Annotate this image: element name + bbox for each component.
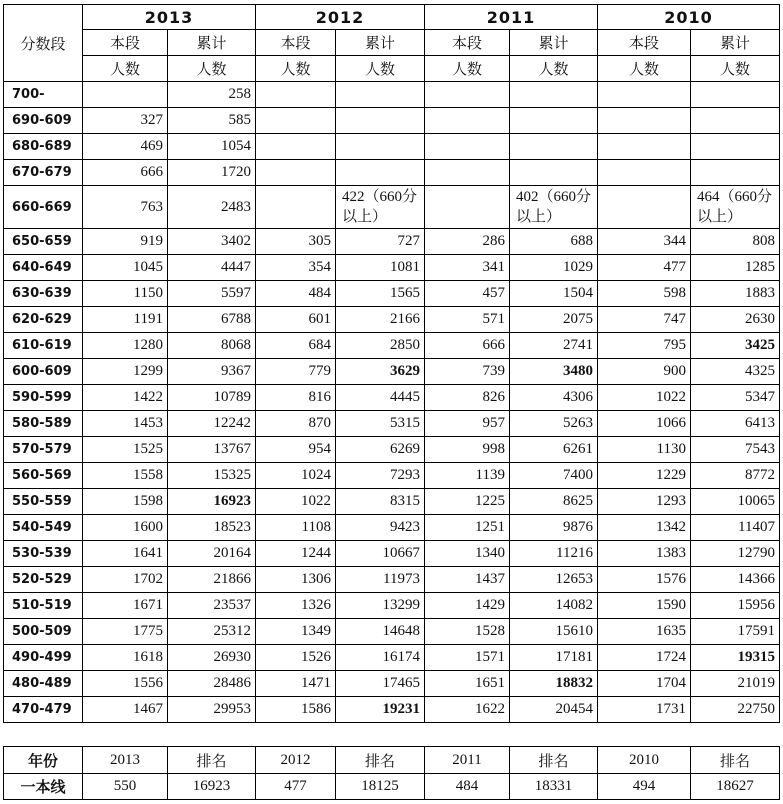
segment-count-cell: 1045 <box>83 255 168 281</box>
footer-header-cell: 排名 <box>510 747 598 774</box>
segment-count-cell: 957 <box>425 411 510 437</box>
cumulative-count-cell: 14082 <box>510 593 598 619</box>
segment-count-cell: 1299 <box>83 359 168 385</box>
cumulative-count-cell: 1565 <box>336 281 425 307</box>
col-cumulative-label: 累计 <box>336 30 425 56</box>
table-row <box>4 645 780 671</box>
cumulative-count-cell: 688 <box>510 229 598 255</box>
score-segment-cell: 570-579 <box>4 437 83 463</box>
cumulative-count-cell: 19231 <box>336 697 425 723</box>
segment-count-cell: 354 <box>256 255 336 281</box>
col-segment-count-label: 本段 <box>83 30 168 56</box>
table-row <box>4 593 780 619</box>
segment-count-cell: 286 <box>425 229 510 255</box>
segment-count-cell: 1326 <box>256 593 336 619</box>
footer-value-cell: 18125 <box>336 774 425 800</box>
segment-count-cell: 1139 <box>425 463 510 489</box>
score-segment-cell: 540-549 <box>4 515 83 541</box>
segment-count-cell: 998 <box>425 437 510 463</box>
cumulative-count-cell: 727 <box>336 229 425 255</box>
cumulative-count-cell: 4447 <box>168 255 256 281</box>
col-people-label: 人数 <box>598 56 691 82</box>
cumulative-count-cell <box>691 108 780 134</box>
score-segment-cell: 590-599 <box>4 385 83 411</box>
segment-count-cell: 763 <box>83 186 168 229</box>
segment-count-cell: 1244 <box>256 541 336 567</box>
footer-year-label: 年份 <box>4 747 83 774</box>
score-segment-cell: 560-569 <box>4 463 83 489</box>
cumulative-count-cell: 12653 <box>510 567 598 593</box>
segment-count-cell: 1022 <box>598 385 691 411</box>
cumulative-count-cell: 17181 <box>510 645 598 671</box>
cumulative-count-cell: 8772 <box>691 463 780 489</box>
score-segment-cell: 670-679 <box>4 160 83 186</box>
cumulative-count-cell: 18523 <box>168 515 256 541</box>
cumulative-count-cell: 26930 <box>168 645 256 671</box>
segment-count-cell <box>256 108 336 134</box>
cumulative-count-cell: 21019 <box>691 671 780 697</box>
cumulative-count-cell: 1081 <box>336 255 425 281</box>
segment-count-cell: 1229 <box>598 463 691 489</box>
cumulative-count-cell: 402（660分以上） <box>510 186 598 229</box>
cumulative-count-cell: 9876 <box>510 515 598 541</box>
cumulative-count-cell: 6261 <box>510 437 598 463</box>
score-segment-cell: 660-669 <box>4 186 83 229</box>
table-row <box>4 619 780 645</box>
table-row <box>4 333 780 359</box>
segment-count-cell: 1651 <box>425 671 510 697</box>
cumulative-count-cell: 5347 <box>691 385 780 411</box>
segment-count-cell: 1635 <box>598 619 691 645</box>
score-segment-cell: 700- <box>4 82 83 108</box>
cumulative-count-cell: 8068 <box>168 333 256 359</box>
segment-count-cell: 739 <box>425 359 510 385</box>
cumulative-count-cell: 9367 <box>168 359 256 385</box>
segment-count-cell: 344 <box>598 229 691 255</box>
col-people-label: 人数 <box>425 56 510 82</box>
cumulative-count-cell: 3629 <box>336 359 425 385</box>
cumulative-count-cell: 2166 <box>336 307 425 333</box>
cumulative-count-cell: 1883 <box>691 281 780 307</box>
score-segment-cell: 650-659 <box>4 229 83 255</box>
cumulative-count-cell: 15610 <box>510 619 598 645</box>
segment-count-cell <box>256 134 336 160</box>
cumulative-count-cell: 8315 <box>336 489 425 515</box>
cumulative-count-cell: 4445 <box>336 385 425 411</box>
segment-count-cell: 1618 <box>83 645 168 671</box>
first-tier-line-table <box>3 746 780 800</box>
cumulative-count-cell: 1029 <box>510 255 598 281</box>
footer-value-cell: 477 <box>256 774 336 800</box>
segment-count-cell: 1383 <box>598 541 691 567</box>
cumulative-count-cell: 2850 <box>336 333 425 359</box>
cumulative-count-cell: 2483 <box>168 186 256 229</box>
segment-count-cell <box>598 82 691 108</box>
footer-first-tier-label: 一本线 <box>4 774 83 800</box>
cumulative-count-cell <box>336 108 425 134</box>
cumulative-count-cell: 3425 <box>691 333 780 359</box>
cumulative-count-cell: 13299 <box>336 593 425 619</box>
cumulative-count-cell: 13767 <box>168 437 256 463</box>
cumulative-count-cell <box>691 160 780 186</box>
cumulative-count-cell: 29953 <box>168 697 256 723</box>
cumulative-count-cell: 5263 <box>510 411 598 437</box>
cumulative-count-cell <box>336 160 425 186</box>
footer-header-cell: 排名 <box>168 747 256 774</box>
col-cumulative-label: 累计 <box>510 30 598 56</box>
segment-count-cell: 919 <box>83 229 168 255</box>
score-segment-cell: 680-689 <box>4 134 83 160</box>
cumulative-count-cell: 7543 <box>691 437 780 463</box>
cumulative-count-cell: 7293 <box>336 463 425 489</box>
footer-header-cell: 排名 <box>336 747 425 774</box>
cumulative-count-cell: 5315 <box>336 411 425 437</box>
cumulative-count-cell <box>691 134 780 160</box>
table-row <box>4 160 780 186</box>
segment-count-cell: 1429 <box>425 593 510 619</box>
segment-count-cell <box>256 160 336 186</box>
segment-count-cell: 1280 <box>83 333 168 359</box>
segment-count-cell: 1556 <box>83 671 168 697</box>
segment-count-cell: 1731 <box>598 697 691 723</box>
segment-count-cell: 598 <box>598 281 691 307</box>
cumulative-count-cell: 5597 <box>168 281 256 307</box>
cumulative-count-cell: 12242 <box>168 411 256 437</box>
segment-count-cell: 1293 <box>598 489 691 515</box>
footer-value-cell: 550 <box>83 774 168 800</box>
segment-count-cell <box>256 82 336 108</box>
cumulative-count-cell: 18832 <box>510 671 598 697</box>
segment-count-cell: 1704 <box>598 671 691 697</box>
cumulative-count-cell <box>510 134 598 160</box>
cumulative-count-cell: 20454 <box>510 697 598 723</box>
segment-column-header: 分数段 <box>4 5 83 82</box>
cumulative-count-cell: 17465 <box>336 671 425 697</box>
segment-count-cell: 747 <box>598 307 691 333</box>
segment-count-cell: 1471 <box>256 671 336 697</box>
table-row <box>4 229 780 255</box>
score-segment-cell: 580-589 <box>4 411 83 437</box>
cumulative-count-cell: 15956 <box>691 593 780 619</box>
segment-count-cell: 1600 <box>83 515 168 541</box>
score-segment-cell: 620-629 <box>4 307 83 333</box>
segment-count-cell: 954 <box>256 437 336 463</box>
footer-value-cell: 16923 <box>168 774 256 800</box>
cumulative-count-cell: 2741 <box>510 333 598 359</box>
cumulative-count-cell: 2630 <box>691 307 780 333</box>
cumulative-count-cell: 11407 <box>691 515 780 541</box>
cumulative-count-cell: 3402 <box>168 229 256 255</box>
cumulative-count-cell: 23537 <box>168 593 256 619</box>
segment-count-cell: 666 <box>425 333 510 359</box>
segment-count-cell: 1150 <box>83 281 168 307</box>
segment-count-cell: 484 <box>256 281 336 307</box>
col-cumulative-label: 累计 <box>168 30 256 56</box>
cumulative-count-cell: 14366 <box>691 567 780 593</box>
table-row <box>4 281 780 307</box>
cumulative-count-cell: 585 <box>168 108 256 134</box>
table-row <box>4 255 780 281</box>
score-segment-cell: 610-619 <box>4 333 83 359</box>
cumulative-count-cell: 464（660分以上） <box>691 186 780 229</box>
cumulative-count-cell: 10667 <box>336 541 425 567</box>
cumulative-count-cell: 10065 <box>691 489 780 515</box>
score-segment-cell: 550-559 <box>4 489 83 515</box>
segment-count-cell: 1130 <box>598 437 691 463</box>
segment-count-cell: 1024 <box>256 463 336 489</box>
segment-count-cell: 1558 <box>83 463 168 489</box>
table-row <box>4 697 780 723</box>
segment-count-cell: 795 <box>598 333 691 359</box>
cumulative-count-cell <box>510 82 598 108</box>
cumulative-count-cell: 7400 <box>510 463 598 489</box>
segment-count-cell: 1340 <box>425 541 510 567</box>
score-segment-cell: 470-479 <box>4 697 83 723</box>
segment-count-cell: 1225 <box>425 489 510 515</box>
segment-count-cell: 1251 <box>425 515 510 541</box>
cumulative-count-cell: 6269 <box>336 437 425 463</box>
table-row <box>4 359 780 385</box>
segment-count-cell: 1571 <box>425 645 510 671</box>
cumulative-count-cell: 2075 <box>510 307 598 333</box>
footer-value-cell: 484 <box>425 774 510 800</box>
cumulative-count-cell: 12790 <box>691 541 780 567</box>
segment-count-cell: 1528 <box>425 619 510 645</box>
segment-count-cell: 1349 <box>256 619 336 645</box>
cumulative-count-cell: 4306 <box>510 385 598 411</box>
cumulative-count-cell: 16923 <box>168 489 256 515</box>
year-header-2013: 2013 <box>83 5 256 30</box>
cumulative-count-cell: 6788 <box>168 307 256 333</box>
table-row <box>4 671 780 697</box>
footer-header-cell: 2011 <box>425 747 510 774</box>
segment-count-cell: 1724 <box>598 645 691 671</box>
score-distribution-table <box>3 4 780 723</box>
segment-count-cell: 1775 <box>83 619 168 645</box>
footer-header-row <box>4 747 780 774</box>
table-row <box>4 411 780 437</box>
segment-count-cell <box>598 160 691 186</box>
segment-count-cell: 826 <box>425 385 510 411</box>
segment-count-cell: 1526 <box>256 645 336 671</box>
year-header-2012: 2012 <box>256 5 425 30</box>
segment-count-cell: 1022 <box>256 489 336 515</box>
segment-count-cell: 900 <box>598 359 691 385</box>
score-segment-cell: 510-519 <box>4 593 83 619</box>
cumulative-count-cell: 4325 <box>691 359 780 385</box>
segment-count-cell: 1590 <box>598 593 691 619</box>
score-segment-cell: 480-489 <box>4 671 83 697</box>
col-cumulative-label: 累计 <box>691 30 780 56</box>
segment-count-cell <box>598 186 691 229</box>
segment-count-cell: 1306 <box>256 567 336 593</box>
segment-count-cell: 1467 <box>83 697 168 723</box>
segment-count-cell: 571 <box>425 307 510 333</box>
segment-count-cell: 341 <box>425 255 510 281</box>
cumulative-count-cell: 22750 <box>691 697 780 723</box>
segment-count-cell: 666 <box>83 160 168 186</box>
cumulative-count-cell: 14648 <box>336 619 425 645</box>
table-row <box>4 108 780 134</box>
segment-count-cell: 327 <box>83 108 168 134</box>
footer-header-cell: 2010 <box>598 747 691 774</box>
cumulative-count-cell: 16174 <box>336 645 425 671</box>
segment-count-cell <box>425 108 510 134</box>
table-row <box>4 515 780 541</box>
table-row <box>4 82 780 108</box>
cumulative-count-cell: 3480 <box>510 359 598 385</box>
col-segment-count-label: 本段 <box>598 30 691 56</box>
col-segment-count-label: 本段 <box>425 30 510 56</box>
score-segment-cell: 500-509 <box>4 619 83 645</box>
table-row <box>4 489 780 515</box>
cumulative-count-cell: 19315 <box>691 645 780 671</box>
score-segment-cell: 530-539 <box>4 541 83 567</box>
segment-count-cell <box>598 108 691 134</box>
cumulative-count-cell: 422（660分以上） <box>336 186 425 229</box>
col-people-label: 人数 <box>83 56 168 82</box>
year-header-2011: 2011 <box>425 5 598 30</box>
col-people-label: 人数 <box>168 56 256 82</box>
cumulative-count-cell: 6413 <box>691 411 780 437</box>
segment-count-cell: 1066 <box>598 411 691 437</box>
segment-count-cell: 305 <box>256 229 336 255</box>
segment-count-cell: 1576 <box>598 567 691 593</box>
cumulative-count-cell: 1720 <box>168 160 256 186</box>
footer-value-cell: 494 <box>598 774 691 800</box>
col-people-label: 人数 <box>691 56 780 82</box>
cumulative-count-cell: 20164 <box>168 541 256 567</box>
cumulative-count-cell: 25312 <box>168 619 256 645</box>
col-people-label: 人数 <box>256 56 336 82</box>
table-row <box>4 463 780 489</box>
cumulative-count-cell: 1504 <box>510 281 598 307</box>
cumulative-count-cell <box>510 160 598 186</box>
cumulative-count-cell: 28486 <box>168 671 256 697</box>
segment-count-cell: 1622 <box>425 697 510 723</box>
score-segment-cell: 630-639 <box>4 281 83 307</box>
cumulative-count-cell <box>510 108 598 134</box>
cumulative-count-cell: 11973 <box>336 567 425 593</box>
score-segment-cell: 640-649 <box>4 255 83 281</box>
segment-count-cell <box>256 186 336 229</box>
cumulative-count-cell: 10789 <box>168 385 256 411</box>
cumulative-count-cell <box>691 82 780 108</box>
cumulative-count-cell: 11216 <box>510 541 598 567</box>
table-row <box>4 186 780 229</box>
segment-count-cell: 684 <box>256 333 336 359</box>
segment-count-cell <box>425 160 510 186</box>
segment-count-cell: 1702 <box>83 567 168 593</box>
cumulative-count-cell: 8625 <box>510 489 598 515</box>
cumulative-count-cell: 258 <box>168 82 256 108</box>
year-header-row <box>4 5 780 30</box>
subheader-row-1 <box>4 30 780 56</box>
segment-count-cell <box>425 186 510 229</box>
segment-count-cell: 1525 <box>83 437 168 463</box>
table-row <box>4 134 780 160</box>
table-row <box>4 541 780 567</box>
segment-count-cell: 1598 <box>83 489 168 515</box>
cumulative-count-cell: 15325 <box>168 463 256 489</box>
cumulative-count-cell: 17591 <box>691 619 780 645</box>
segment-count-cell: 870 <box>256 411 336 437</box>
segment-count-cell: 1453 <box>83 411 168 437</box>
table-row <box>4 385 780 411</box>
cumulative-count-cell: 21866 <box>168 567 256 593</box>
subheader-row-2 <box>4 56 780 82</box>
segment-count-cell: 1191 <box>83 307 168 333</box>
segment-count-cell: 1342 <box>598 515 691 541</box>
col-people-label: 人数 <box>336 56 425 82</box>
footer-header-cell: 2012 <box>256 747 336 774</box>
score-segment-cell: 490-499 <box>4 645 83 671</box>
segment-count-cell: 477 <box>598 255 691 281</box>
year-header-2010: 2010 <box>598 5 780 30</box>
segment-count-cell <box>598 134 691 160</box>
cumulative-count-cell <box>336 134 425 160</box>
footer-value-row <box>4 774 780 800</box>
footer-value-cell: 18627 <box>691 774 780 800</box>
footer-header-cell: 2013 <box>83 747 168 774</box>
footer-value-cell: 18331 <box>510 774 598 800</box>
col-segment-count-label: 本段 <box>256 30 336 56</box>
segment-count-cell: 1437 <box>425 567 510 593</box>
segment-count-cell: 1422 <box>83 385 168 411</box>
segment-count-cell: 1586 <box>256 697 336 723</box>
segment-count-cell: 816 <box>256 385 336 411</box>
segment-count-cell: 779 <box>256 359 336 385</box>
col-people-label: 人数 <box>510 56 598 82</box>
segment-count-cell: 601 <box>256 307 336 333</box>
segment-count-cell: 1671 <box>83 593 168 619</box>
segment-count-cell: 1641 <box>83 541 168 567</box>
segment-count-cell: 469 <box>83 134 168 160</box>
score-segment-cell: 600-609 <box>4 359 83 385</box>
table-row <box>4 307 780 333</box>
table-row <box>4 567 780 593</box>
cumulative-count-cell <box>336 82 425 108</box>
cumulative-count-cell: 808 <box>691 229 780 255</box>
segment-count-cell <box>83 82 168 108</box>
cumulative-count-cell: 1054 <box>168 134 256 160</box>
cumulative-count-cell: 9423 <box>336 515 425 541</box>
score-segment-cell: 520-529 <box>4 567 83 593</box>
score-segment-cell: 690-609 <box>4 108 83 134</box>
segment-count-cell: 457 <box>425 281 510 307</box>
segment-count-cell <box>425 82 510 108</box>
segment-count-cell: 1108 <box>256 515 336 541</box>
footer-header-cell: 排名 <box>691 747 780 774</box>
cumulative-count-cell: 1285 <box>691 255 780 281</box>
segment-count-cell <box>425 134 510 160</box>
table-row <box>4 437 780 463</box>
